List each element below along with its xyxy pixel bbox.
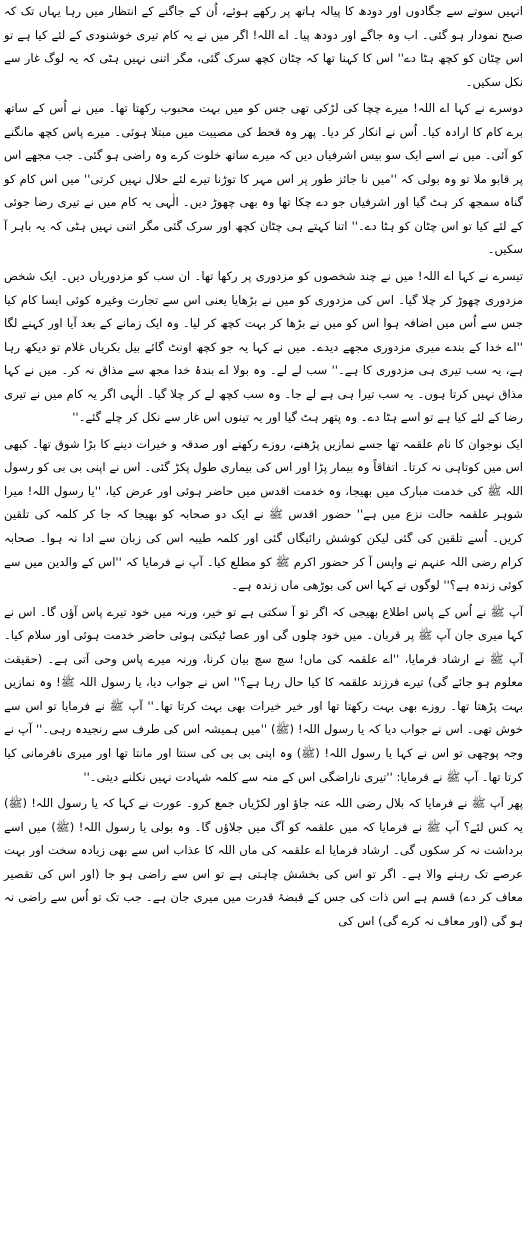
paragraph-milk-story-end: انہیں سوتے سے جگادوں اور دودھ کا پیالہ ہاتھ پر رکھے ہوئے، اُن کے جاگنے کے انتظار میں رہا یہاں تک کہ صبح نمودار ہو گئی۔ اب وہ جاگے اور دودھ پیا۔ اے اللہ! اگر میں نے یہ کام تیری خوشنودی کے لئے کیا ہے تو اس چٹان کو کچھ ہٹا دے'' اس کا کہنا تھا کہ چٹان کچھ سرک گئی، مگر اتنی نہیں ہٹی کہ یہ لوگ غار سے نکل سکیں۔ [4,4,523,89]
paragraph-third-man: تیسرے نے کہا اے اللہ! میں نے چند شخصوں کو مزدوری پر رکھا تھا۔ ان سب کو مزدوریاں دیں۔ ایک شخص مزدوری چھوڑ کر چلا گیا۔ اس کی مزدوری کو میں نے بڑھایا یعنی اس سے تجارت وغیرہ کوئی ایسا کام کیا جس سے اُس میں اضافہ ہوا اس کو میں نے بڑھا کر بہت کچھ کر لیا۔ وہ ایک زمانے کے بعد آیا اور کہنے لگا ''اے خدا کے بندے میری مزدوری مجھے دیدے۔ میں نے کہا یہ جو کچھ اونٹ گائے بیل بکریاں غلام تو دیکھ رہا ہے، یہ سب تیری ہی مزدوری کا ہے۔'' سب لے لے۔ وہ بولا اے بندۂ خدا مجھ سے مذاق نہ کر۔ میں نے کہا مذاق نہیں کرتا ہوں۔ یہ سب تیرا ہی ہے لے جا۔ وہ سب کچھ لے کر چلا گیا۔ الٰہی اگر یہ کام میں نے تیری رضا کے لئے کیا ہے تو اسے ہٹا دے۔ وہ پتھر ہٹ گیا اور یہ تینوں اس غار سے نکل کر چلے گئے۔'' [4,269,523,425]
paragraph-bilal-firewood: پھر آپ ﷺ نے فرمایا کہ بلال رضی اللہ عنہ جاؤ اور لکڑیاں جمع کرو۔ عورت نے کہا کہ یا رسول اللہ! (ﷺ) یہ کس لئے؟ آپ ﷺ نے فرمایا کہ میں علقمہ کو آگ میں جلاؤں گا۔ وہ بولی یا رسول اللہ! (ﷺ) میں اسے برداشت نہ کر سکوں گی۔ ارشاد فرمایا اے علقمہ کی ماں اللہ کا عذاب اس سے بھی زیادہ سخت اور بہت عرصے تک رہنے والا ہے۔ اگر تو اس کی بخشش چاہتی ہے تو اس سے راضی ہو جا (اور اس کی تقصیر معاف کر دے) قسم ہے اس ذات کی جس کے قبضۂ قدرت میں میری جان ہے۔ جب تک تو اُس سے راضی نہ ہو گی (اور معاف نہ کرے گی) اس کی [4,796,523,928]
paragraph-alqama-mother: آپ ﷺ نے اُس کے پاس اطلاع بھیجی کہ اگر تو آ سکتی ہے تو خیر، ورنہ میں خود تیرے پاس آؤں گا۔ اس نے کہا میری جان آپ ﷺ پر قربان۔ میں خود چلوں گی اور عصا ٹیکتی ہوئی حاضر خدمت ہوئی اور سلام کیا۔ آپ ﷺ نے ارشاد فرمایا، ''اے علقمہ کی ماں! سچ سچ بیان کرنا، ورنہ میرے پاس وحی آتی ہے۔ (حقیقت معلوم ہو جائے گی) تیرے فرزند علقمہ کا کیا حال رہا ہے؟'' اس نے جواب دیا، یا رسول اللہ ﷺ! وہ نمازیں بہت پڑھتا تھا۔ روزے بھی بہت رکھتا تھا اور خیر خیرات بھی بہت کرتا تھا۔'' آپ ﷺ نے فرمایا تو اس سے خوش تھی۔ اس نے جواب دیا کہ یا رسول اللہ! (ﷺ) ''میں ہمیشہ اس کی طرف سے رنجیدہ رہی۔'' آپ نے وجہ پوچھی تو اس نے کہا یا رسول اللہ! (ﷺ) وہ اپنی بی بی کی سنتا اور مانتا تھا اور میری نافرمانی کیا کرتا تھا۔ آپ ﷺ نے فرمایا: ''تیری ناراضگی اس کے منہ سے کلمہ شہادت نہیں نکلنے دیتی۔'' [4,604,523,784]
paragraph-alqama-intro: ایک نوجوان کا نام علقمہ تھا جسے نمازیں پڑھنے، روزے رکھنے اور صدقہ و خیرات دینے کا بڑا شوق تھا۔ کبھی اس میں کوتاہی نہ کرتا۔ اتفاقاً وہ بیمار پڑا اور اس کی بیماری طول پکڑ گئی۔ اس نے اپنی بی بی کو رسول اللہ ﷺ کی خدمت مبارک میں بھیجا، وہ خدمت اقدس میں حاضر ہوئی اور عرض کیا، ''یا رسول اللہ! میرا شوہر علقمہ حالت نزع میں ہے'' حضور اقدس ﷺ نے ایک دو صحابہ کو بھیجا کہ جا کر کلمہ کی تلقین کریں۔ اُسے تلقین کی گئی لیکن کوشش رائیگاں گئی اور کلمہ طیبہ اس کی زبان سے ادا نہ ہوا۔ صحابہ کرام رضی اللہ عنہم نے واپس آ کر حضور اکرم ﷺ کو مطلع کیا۔ آپ نے فرمایا کہ ''اس کے والدین میں سے کوئی زندہ ہے؟'' لوگوں نے کہا اس کی بوڑھی ماں زندہ ہے۔ [4,436,523,593]
paragraph-second-man: دوسرے نے کہا اے اللہ! میرے چچا کی لڑکی تھی جس کو میں بہت محبوب رکھتا تھا۔ میں نے اُس کے ساتھ برے کام کا ارادہ کیا۔ اُس نے انکار کر دیا۔ پھر وہ قحط کی مصیبت میں مبتلا ہوئی۔ میرے پاس کچھ مانگنے کو آئی۔ میں نے اسے ایک سو بیس اشرفیاں دیں کہ میرے ساتھ خلوت کرے وہ راضی ہو گئی۔ جب مجھے اس پر قابو ملا تو وہ بولی کہ ''میں نا جائز طور پر اس مہر کا توڑنا تیرے لئے حلال نہیں کرتی'' میں اس کام کو گناہ سمجھ کر ہٹ گیا اور اشرفیاں جو دے چکا تھا وہ بھی چھوڑ دیں۔ الٰہی یہ کام میں نے تیری رضا جوئی کے لئے کیا تو اس چٹان کو ہٹا دے۔'' اتنا کہتے ہی چٹان کچھ اور سرک گئی مگر اتنی نہیں ہٹی کہ یہ باہر آ سکیں۔ [4,101,523,257]
